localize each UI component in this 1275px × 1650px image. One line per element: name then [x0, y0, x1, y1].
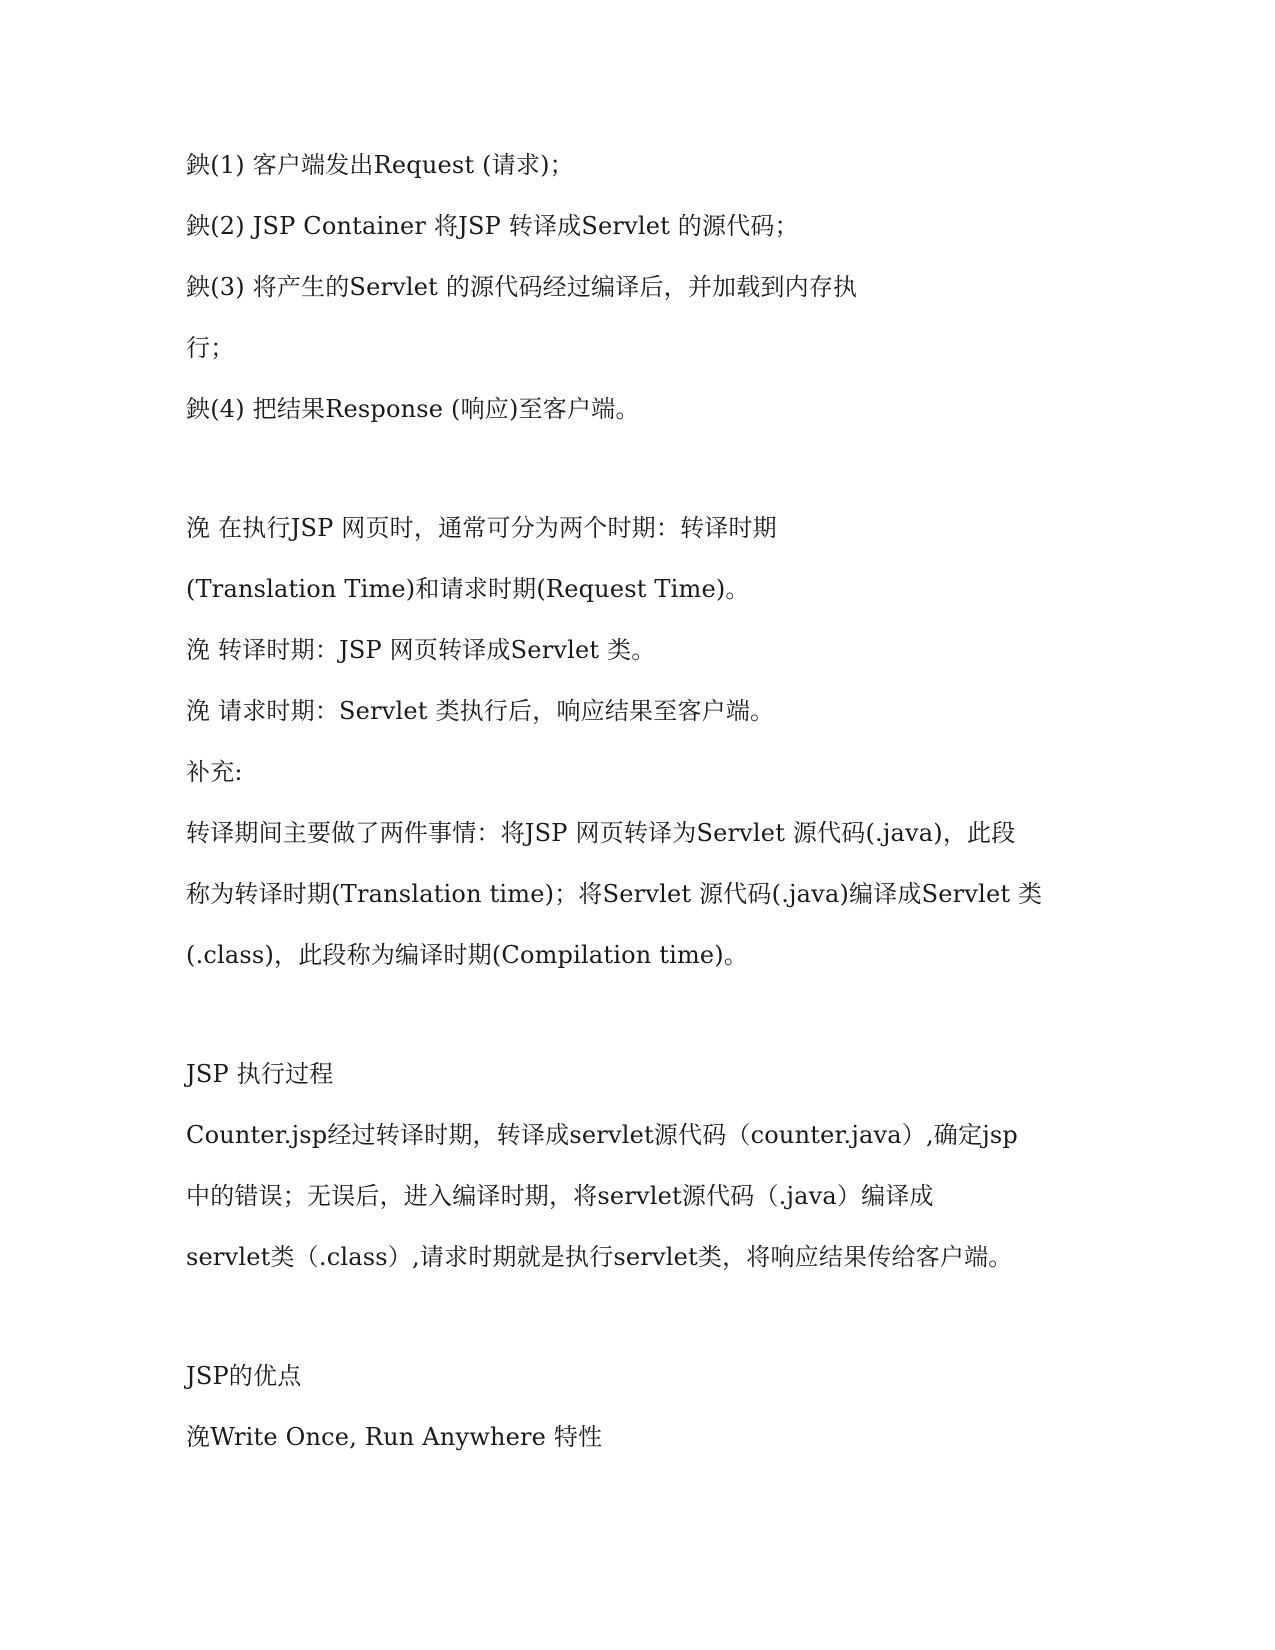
step-3-text: 鉠(3) 将产生的Servlet 的源代码经过编译后，并加载到内存执: [186, 273, 858, 301]
process-heading: JSP 执行过程: [186, 1060, 334, 1088]
periods-intro-line-1: 浼 在执行JSP 网页时，通常可分为两个时期：转译时期: [186, 514, 777, 542]
process-line-2: 中的错误；无误后，进入编译时期，将servlet源代码（.java）编译成: [186, 1182, 934, 1210]
supplement-line-1: 转译期间主要做了两件事情：将JSP 网页转译为Servlet 源代码(.java)，此段: [186, 819, 1016, 847]
periods-intro-line-2: (Translation Time)和请求时期(Request Time)。: [186, 575, 750, 603]
step-4-text: 鉠(4) 把结果Response (响应)至客户端。: [186, 395, 640, 423]
step-1-text: 鉠(1) 客户端发出Request (请求)；: [186, 151, 574, 179]
step-3-continuation: 行；: [186, 334, 235, 362]
supplement-label: 补充:: [186, 758, 243, 786]
advantage-item-1: 浼Write Once, Run Anywhere 特性: [186, 1423, 603, 1451]
step-2-text: 鉠(2) JSP Container 将JSP 转译成Servlet 的源代码；: [186, 212, 799, 240]
request-period-text: 浼 请求时期：Servlet 类执行后，响应结果至客户端。: [186, 697, 775, 725]
supplement-line-3: (.class)，此段称为编译时期(Compilation time)。: [186, 941, 749, 969]
process-line-3: servlet类（.class）,请求时期就是执行servlet类，将响应结果传给客户端。: [186, 1243, 1013, 1271]
process-line-1: Counter.jsp经过转译时期，转译成servlet源代码（counter.java）,确定jsp: [186, 1121, 1018, 1149]
translation-period-text: 浼 转译时期：JSP 网页转译成Servlet 类。: [186, 636, 656, 664]
supplement-line-2: 称为转译时期(Translation time)；将Servlet 源代码(.java)编译成Servlet 类: [186, 880, 1043, 908]
advantages-heading: JSP的优点: [186, 1362, 302, 1390]
